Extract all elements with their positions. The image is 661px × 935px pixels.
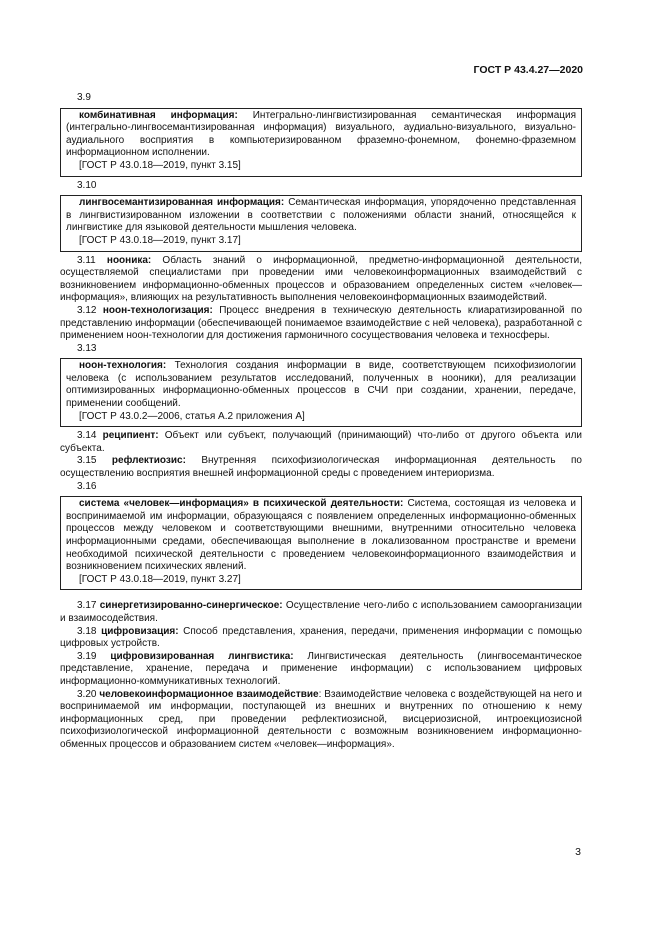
entry-number: 3.9 — [77, 92, 91, 103]
definition: Система, состоящая из человека и воспринимаемой им информации, образующаяся с появлением определенных информационно-обменных процессов между человеком и соответствующими внешними, внутренними относительно человека информационными средами, обеспечивающая выполнение в локализованном пространстве и времени необходимой психической деятельности с проведением человекоинформационного взаимодействия и возникновением психических явлений. — [66, 498, 576, 573]
page-number: 3 — [575, 846, 581, 858]
entry-paragraph — [60, 430, 582, 455]
term: цифровизированная лингвистика: — [110, 650, 294, 662]
term: человекоинформационное взаимодействие — [99, 688, 319, 700]
entry-paragraph — [60, 255, 582, 305]
entry-paragraph — [60, 305, 582, 343]
entry-number: 3.18 — [77, 625, 97, 637]
definition-text — [66, 498, 576, 574]
entry-paragraph — [60, 651, 582, 689]
term: ноон-технология: — [79, 360, 167, 372]
entry-paragraph — [60, 689, 582, 752]
entry-paragraph — [60, 626, 582, 651]
term: нооника: — [106, 254, 152, 266]
entry-number: 3.13 — [77, 342, 97, 354]
term: цифровизация: — [101, 625, 179, 637]
term: реципиент: — [102, 430, 159, 442]
term: лингвосемантизированная информация: — [79, 197, 285, 209]
entry-number: 3.11 — [77, 254, 96, 266]
entry-number: 3.17 — [77, 600, 97, 612]
definition: Способ представления, хранения, передачи, применения информации с помощью цифровых устройств. — [60, 625, 583, 650]
entry-paragraph — [60, 455, 582, 480]
term: ноон-технологизация: — [102, 304, 213, 316]
definition: : Взаимодействие человека с воздействующей на него и воспринимаемой им информации, поступающей из внешних и внутренних по отношению к нему информационных сред, при проведении рефлектиозисной, висцериозисной, интроекциозисной психофизиологической информационной деятельности с возможным возникновением информационно-обменных процессов и образованием систем «человек—информация». — [60, 688, 583, 750]
document-body — [60, 92, 582, 752]
source-reference: [ГОСТ Р 43.0.18—2019, пункт 3.27] — [79, 573, 241, 585]
entry-number: 3.19 — [77, 650, 97, 662]
definition: Объект или субъект, получающий (принимающий) что-либо от другого объекта или субъекта. — [60, 430, 583, 454]
definition: Лингвистическая деятельность (лингвосемантическое представление, хранение, передача и применение информации) с использованием цифровых информационно-коммуникативных технологий. — [60, 650, 582, 687]
document-header: ГОСТ Р 43.4.27—2020 — [473, 64, 583, 76]
source-reference: [ГОСТ Р 43.0.18—2019, пункт 3.17] — [79, 234, 241, 246]
entry-number: 3.14 — [77, 430, 97, 442]
entry-paragraph — [60, 600, 582, 625]
definition: Интегрально-лингвистизированная семантическая информация (интегрально-лингвосемантизированная информация) визуального, аудиально-визуального, визуально-аудиального восприятия в компьютеризированном фраземно-фонемном, фонемно-фраземном информационном исполнении. — [66, 109, 576, 159]
definition: Внутренняя психофизиологическая информационная деятельность по осуществлению восприятия внешней информационной среды с проведением интериоризма. — [60, 455, 582, 480]
entry-number: 3.15 — [77, 455, 97, 467]
definition: Процесс внедрения в техническую деятельность клиаратизированной по представлению информации (обеспечивающей понимаемое взаимодействие с ней человека), разработанной с применением ноон-технологии для достижения гармоничного сосуществования человека и техносферы. — [60, 304, 583, 342]
source-reference: [ГОСТ Р 43.0.2—2006, статья А.2 приложения А] — [79, 410, 305, 422]
definition: Область знаний о информационной, предметно-информационной деятельности, осуществляемой специалистами при проведении ими человекоинформационных взаимодействий с возникновением информационно-обменных процессов и образованием определенных систем «человек—информация», влияющих на результативность выполнения человекоинформационных взаимодействий. — [60, 254, 582, 304]
definition-box — [60, 195, 582, 251]
definition-box — [60, 496, 582, 590]
term: синергетизированно-синергическое: — [99, 600, 283, 612]
entry-number: 3.10 — [77, 179, 97, 191]
definition-text — [66, 360, 576, 410]
term: комбинативная информация: — [79, 109, 238, 121]
entry-number: 3.12 — [77, 304, 97, 316]
entry-number: 3.16 — [77, 480, 97, 492]
term: система «человек—информация» в психической деятельности: — [79, 498, 404, 510]
definition: Технология создания информации в виде, соответствующем психофизиологии человека (с использованием результатов исследований, полученных в нооники), для реализации оптимизированных информационно-обменных процессов в СЧИ при создании, хранении, передаче, применении сообщений. — [66, 360, 576, 410]
source-reference: [ГОСТ Р 43.0.18—2019, пункт 3.15] — [79, 159, 241, 171]
definition: Осуществление чего-либо с использованием самоорганизации и взаимосодействия. — [60, 600, 582, 624]
entry-number: 3.20 — [77, 688, 97, 700]
definition-text — [66, 110, 576, 160]
term: рефлектиозис: — [111, 455, 186, 467]
definition: Семантическая информация, упорядоченно представленная в лингвистизированном изложении в соответствии с положениями области знаний, относящейся к лингвистике для языковой деятельности мышления человека. — [66, 197, 576, 234]
definition-box — [60, 108, 582, 177]
definition-box — [60, 358, 582, 427]
definition-text — [66, 197, 576, 235]
